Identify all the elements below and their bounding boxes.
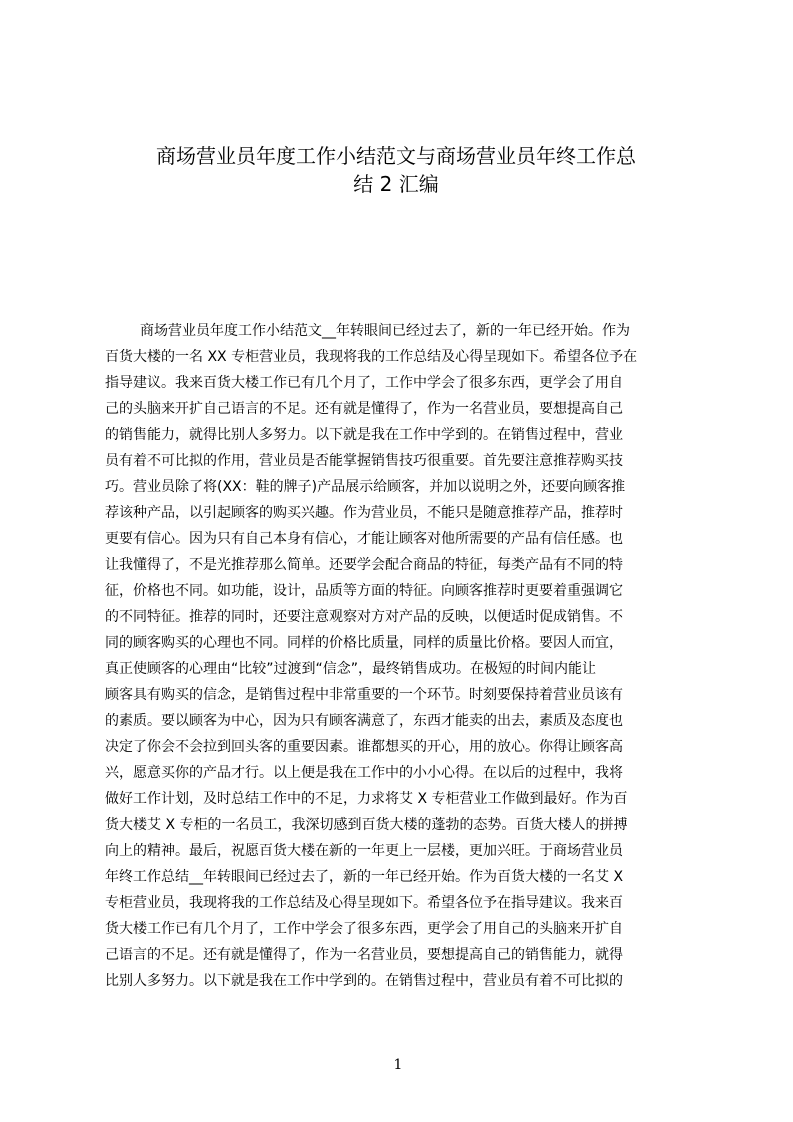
- body-line: 兴，愿意买你的产品才行。以上便是我在工作中的小小心得。在以后的过程中，我将: [105, 765, 623, 781]
- body-line: 顾客具有购买的信念，是销售过程中非常重要的一个环节。时刻要保持着营业员该有: [105, 687, 623, 703]
- page-number: 1: [393, 1057, 403, 1073]
- body-line: 同的顾客购买的心理也不同。同样的价格比质量，同样的质量比价格。要因人而宜，: [105, 635, 623, 651]
- body-line: 商场营业员年度工作小结范文__年转眼间已经过去了，新的一年已经开始。作为: [140, 323, 630, 339]
- body-line: 的素质。要以顾客为中心，因为只有顾客满意了，东西才能卖的出去，素质及态度也: [105, 713, 623, 729]
- body-line: 专柜营业员，我现将我的工作总结及心得呈现如下。希望各位予在指导建议。我来百: [105, 895, 623, 911]
- body-line: 己语言的不足。还有就是懂得了，作为一名营业员，要想提高自己的销售能力，就得: [105, 947, 623, 963]
- document-title: [96, 142, 696, 198]
- body-line: 货大楼艾 X 专柜的一名员工，我深切感到百货大楼的蓬勃的态势。百货大楼人的拼搏: [105, 817, 628, 833]
- body-line: 真正使顾客的心理由“比较”过渡到“信念”，最终销售成功。在极短的时间内能让: [105, 661, 597, 677]
- body-line: 的不同特征。推荐的同时，还要注意观察对方对产品的反映，以便适时促成销售。不: [105, 609, 623, 625]
- body-line: 的销售能力，就得比别人多努力。以下就是我在工作中学到的。在销售过程中，营业: [105, 427, 623, 443]
- body-line: 荐该种产品，以引起顾客的购买兴趣。作为营业员，不能只是随意推荐产品，推荐时: [105, 505, 623, 521]
- title-line-1: 商场营业员年度工作小结范文与商场营业员年终工作总: [156, 144, 636, 168]
- body-line: 百货大楼的一名 XX 专柜营业员，我现将我的工作总结及心得呈现如下。希望各位予在: [105, 349, 638, 365]
- body-line: 向上的精神。最后，祝愿百货大楼在新的一年更上一层楼，更加兴旺。于商场营业员: [105, 843, 623, 859]
- body-line: 员有着不可比拟的作用，营业员是否能掌握销售技巧很重要。首先要注意推荐购买技: [105, 453, 623, 469]
- title-line-2: 结 2 汇编: [353, 172, 439, 196]
- body-line: 巧。营业员除了将(XX：鞋的牌子)产品展示给顾客，并加以说明之外，还要向顾客推: [105, 479, 626, 495]
- body-line: 己的头脑来开扩自己语言的不足。还有就是懂得了，作为一名营业员，要想提高自己: [105, 401, 623, 417]
- body-line: 货大楼工作已有几个月了，工作中学会了很多东西，更学会了用自己的头脑来开扩自: [105, 921, 623, 937]
- body-line: 指导建议。我来百货大楼工作已有几个月了，工作中学会了很多东西，更学会了用自: [105, 375, 623, 391]
- body-line: 年终工作总结__年转眼间已经过去了，新的一年已经开始。作为百货大楼的一名艾 X: [105, 869, 624, 885]
- body-line: 比别人多努力。以下就是我在工作中学到的。在销售过程中，营业员有着不可比拟的: [105, 973, 623, 989]
- body-line: 让我懂得了，不是光推荐那么简单。还要学会配合商品的特征，每类产品有不同的特: [105, 557, 623, 573]
- body-line: 征，价格也不同。如功能，设计，品质等方面的特征。向顾客推荐时更要着重强调它: [105, 583, 623, 599]
- body-line: 决定了你会不会拉到回头客的重要因素。谁都想买的开心，用的放心。你得让顾客高: [105, 739, 623, 755]
- body-line: 更要有信心。因为只有自己本身有信心，才能让顾客对他所需要的产品有信任感。也: [105, 531, 623, 547]
- body-line: 做好工作计划，及时总结工作中的不足，力求将艾 X 专柜营业工作做到最好。作为百: [105, 791, 628, 807]
- body-paragraph: [105, 318, 697, 1028]
